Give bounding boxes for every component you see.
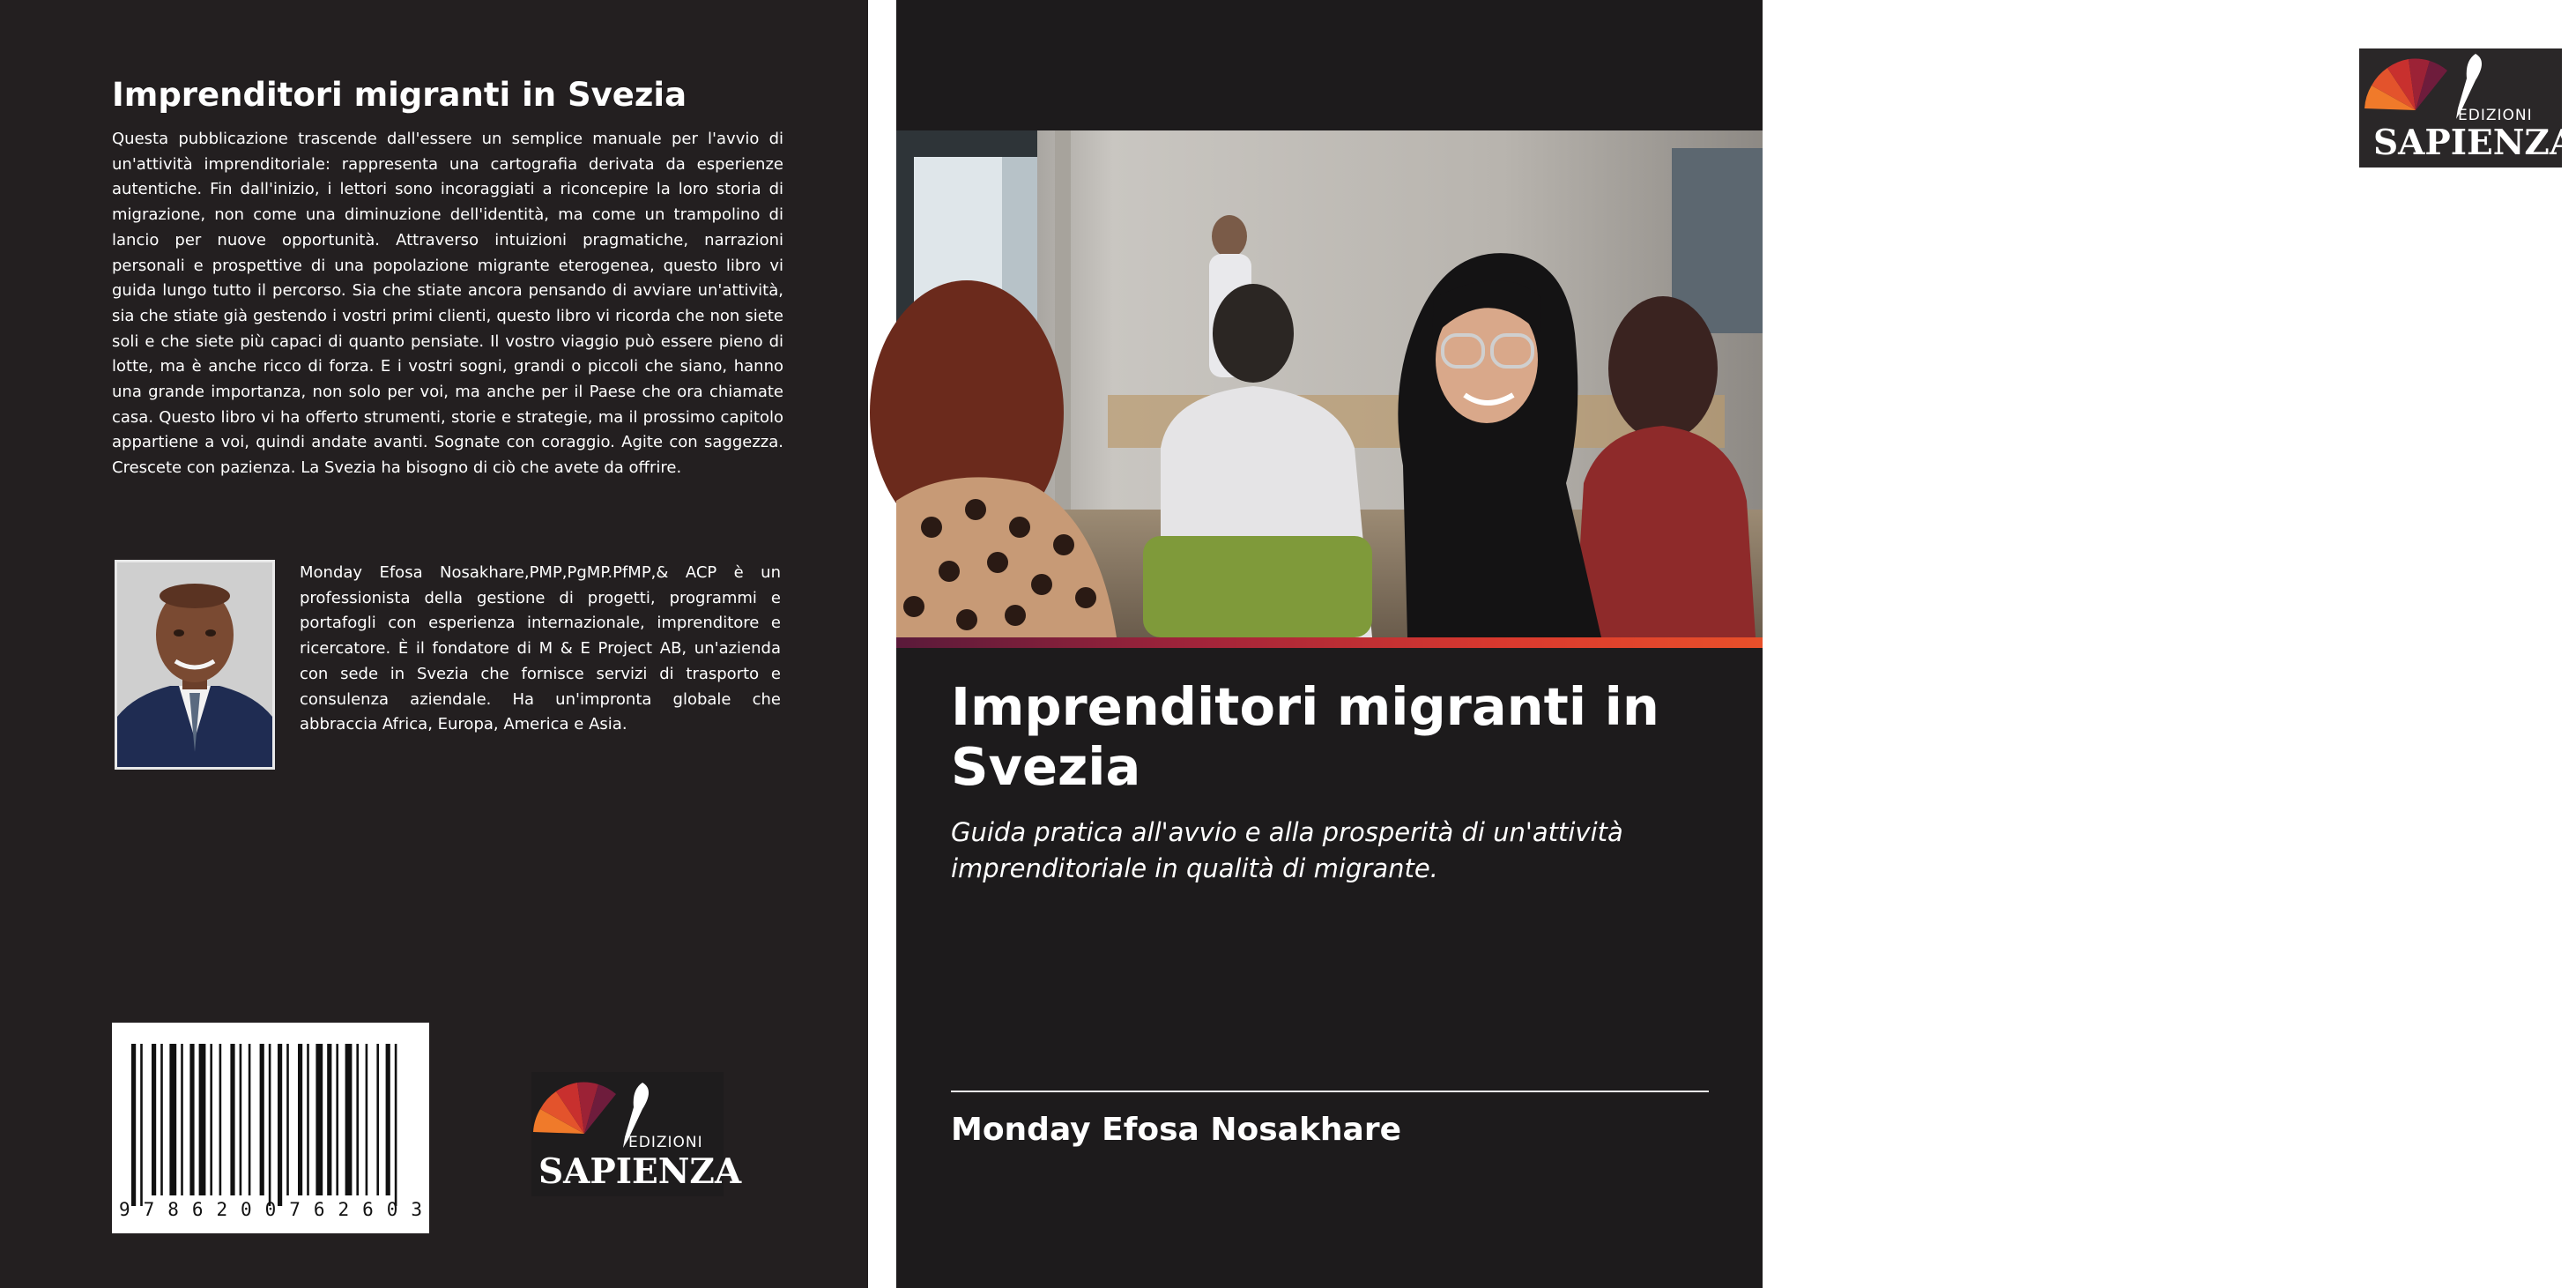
barcode-bar [249, 1044, 251, 1195]
barcode-digits [119, 1199, 422, 1220]
barcode-bar [366, 1044, 368, 1195]
front-cover-title: Imprenditori migranti in Svezia [951, 676, 1659, 797]
back-cover-title: Imprenditori migranti in Svezia [112, 76, 687, 114]
barcode-bar [169, 1044, 176, 1195]
author-portrait-illustration [117, 562, 272, 767]
barcode-bar [298, 1044, 302, 1195]
publisher-big-word: SAPIENZA [538, 1151, 742, 1192]
barcode-bar [210, 1044, 212, 1195]
barcode-digit: 6 [362, 1199, 374, 1220]
barcode-bar [260, 1044, 264, 1195]
front-cover [896, 0, 2576, 1288]
publisher-small-word: EDIZIONI [628, 1134, 703, 1151]
barcode-bar [140, 1044, 143, 1206]
barcode-bar [395, 1044, 397, 1206]
front-cover-subtitle: Guida pratica all'avvio e alla prosperità di un'attività imprenditoriale in qualità di migrante. [951, 817, 1623, 883]
barcode-digit: 2 [338, 1199, 350, 1220]
barcode-bar [286, 1044, 289, 1195]
barcode-bar [269, 1044, 271, 1206]
author-rule [951, 1091, 1709, 1092]
author-bio: Monday Efosa Nosakhare,PMP,PgMP.PfMP,& ACP è un professionista della gestione di progetti, programmi e portafogli con esperienza internazionale, imprenditore e ricercatore. È il fondatore di M & E Project AB, un'azienda con sede in Svezia che fornisce servizi di trasporto e consulenza aziendale. Ha un'impronta globale che abbraccia Africa, Europa, America e Asia. [300, 563, 781, 734]
barcode-digit: 0 [241, 1199, 252, 1220]
barcode-digit: 3 [411, 1199, 422, 1220]
barcode-bar [160, 1044, 163, 1195]
cover-photo [896, 130, 1763, 637]
spine-gap [868, 0, 896, 1288]
publisher-logo-back [531, 1072, 742, 1196]
barcode-bar [316, 1044, 323, 1195]
barcode-digit: 0 [264, 1199, 277, 1220]
barcode-bar [181, 1044, 183, 1195]
barcode-bar [327, 1044, 331, 1195]
barcode-bar [189, 1044, 194, 1195]
publisher-big-word: SAPIENZA [2373, 123, 2576, 163]
author-photo [115, 560, 275, 770]
barcode-bar [199, 1044, 206, 1195]
barcode-bar [278, 1044, 282, 1206]
back-cover [0, 0, 868, 1288]
publisher-small-word: EDIZIONI [2458, 107, 2533, 124]
publisher-logo-front [2359, 48, 2576, 168]
front-cover-author: Monday Efosa Nosakhare [951, 1112, 1401, 1148]
classroom-photo-illustration [896, 130, 1763, 637]
barcode-bar [356, 1044, 359, 1195]
barcode-bar [219, 1044, 222, 1195]
barcode-digit: 8 [167, 1199, 179, 1220]
barcode-bar [376, 1044, 379, 1195]
back-cover-blurb: Questa pubblicazione trascende dall'essere un semplice manuale per l'avvio di un'attività imprenditoriale: rappresenta una cartografia derivata da esperienze autentiche. Fin dall'inizio, i lettori sono incoraggiati a riconcepire la loro storia di migrazione, non come una diminuzione dell'identità, ma come un trampolino di lancio per nuove opportunità. Attraverso intuizioni pragmatiche, narrazioni personali e prospettive di una popolazione migrante eterogenea, questo libro vi guida lungo tutto il percorso. Sia che stiate ancora pensando di avviare un'attività, sia che stiate già gestendo i vostri primi clienti, questo libro vi ricorda che non siete soli e che siete più capaci di quanto pensiate. Il vostro viaggio può essere pieno di lotte, ma è anche ricco di forza. E i vostri sogni, grandi o piccoli che siano, hanno una grande importanza, non solo per voi, ma anche per il Paese che ora chiamate casa. Questo libro vi ha offerto strumenti, storie e strategie, ma il prossimo capitolo appartiene a voi, quindi andate avanti. Sognate con coraggio. Agite con saggezza. Crescete con pazienza. La Svezia ha bisogno di ciò che avete da offrire. [112, 130, 783, 478]
accent-bar [896, 637, 1763, 648]
barcode-digit: 7 [143, 1199, 155, 1220]
barcode-digit: 9 [119, 1199, 130, 1220]
barcode-bar [240, 1044, 242, 1195]
barcode-bar [307, 1044, 309, 1195]
barcode-digit: 7 [289, 1199, 301, 1220]
barcode-bar [152, 1044, 156, 1195]
barcode-bar [386, 1044, 390, 1195]
barcode-bar [230, 1044, 234, 1195]
barcode-bar [345, 1044, 353, 1195]
barcode-digit: 6 [191, 1199, 204, 1220]
barcode-bar [131, 1044, 136, 1206]
barcode-digit: 2 [216, 1199, 228, 1220]
barcode-digit: 0 [386, 1199, 398, 1220]
barcode-bar [336, 1044, 338, 1195]
barcode-digit: 6 [313, 1199, 325, 1220]
isbn-barcode [112, 1023, 429, 1233]
